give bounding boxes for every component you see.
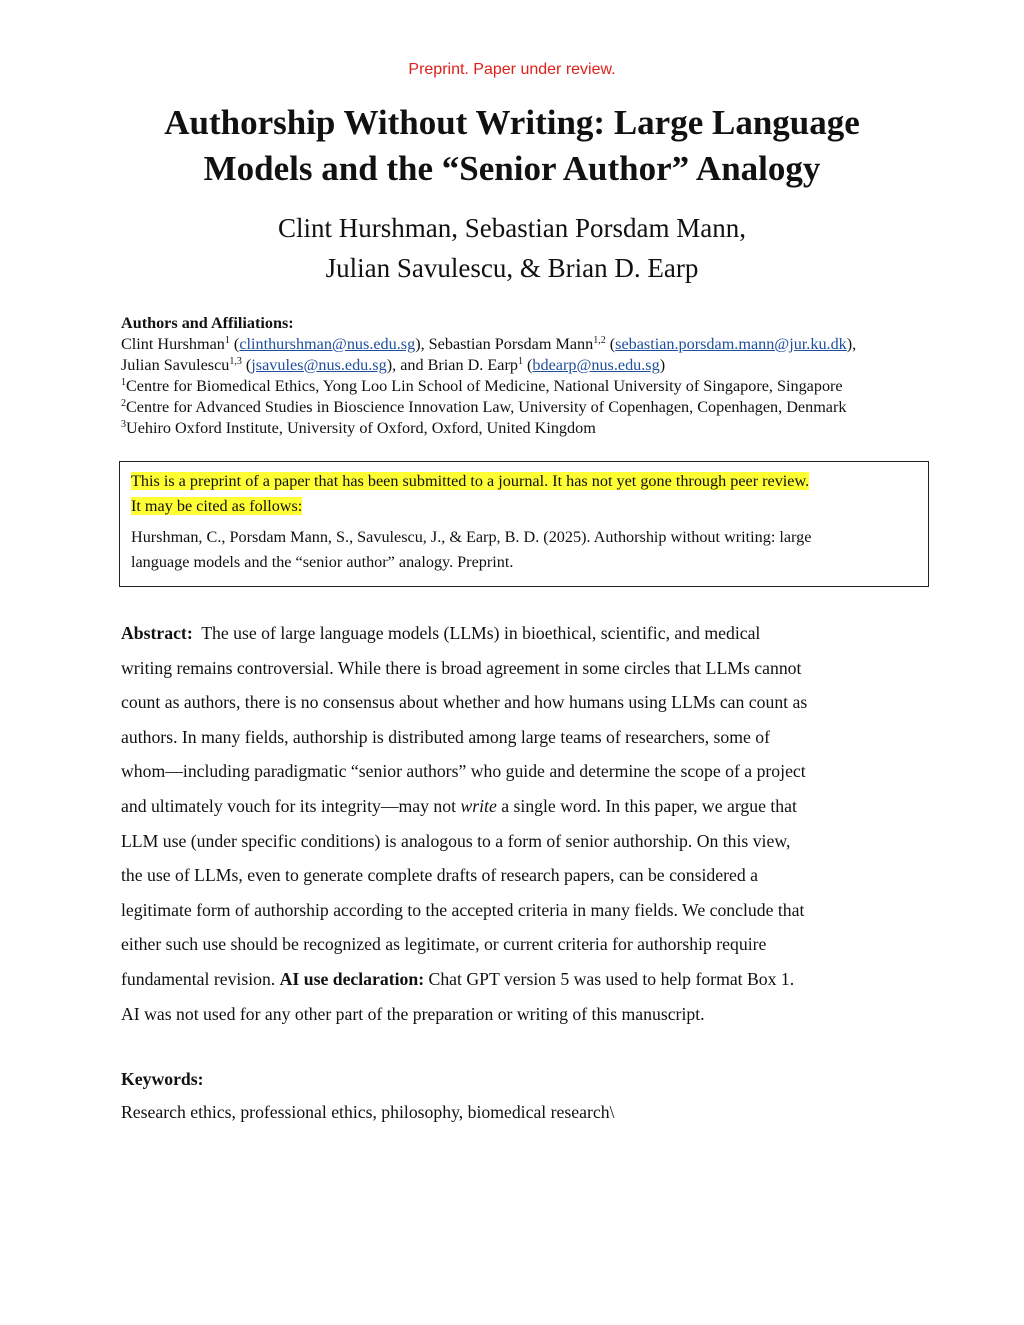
abstract-line xyxy=(121,789,921,824)
citation-box xyxy=(119,461,929,587)
affiliation-sup: 1,2 xyxy=(593,335,606,346)
affiliations-authors-line-1: Clint Hurshman$^1$ (clinthurshman@nus.edu.sg), Sebastian Porsdam Mann$^{1,2}$ (sebastian.porsdam.mann@jur.ku.dk), xyxy=(121,335,857,353)
affiliation-sup: 1,3 xyxy=(229,356,242,367)
institution-text: Centre for Biomedical Ethics, Yong Loo Lin School of Medicine, National University of Singapore, Singapore xyxy=(126,377,843,395)
abstract-line: legitimate form of authorship according to the accepted criteria in many fields. We conclude that xyxy=(121,899,805,920)
author-name: Clint Hurshman xyxy=(121,335,225,353)
abstract-line: whom—including paradigmatic “senior authors” who guide and determine the scope of a project xyxy=(121,761,806,782)
citation-line-1: Hurshman, C., Porsdam Mann, S., Savulescu, J., & Earp, B. D. (2025). Authorship without writing: large xyxy=(131,528,812,546)
affiliations-section xyxy=(121,313,971,439)
abstract-line xyxy=(121,616,921,651)
citation-line-2: language models and the “senior author” analogy. Preprint. xyxy=(131,553,514,571)
abstract-text: The use of large language models (LLMs) in bioethical, scientific, and medical xyxy=(201,623,761,643)
author-name: Julian Savulescu xyxy=(121,356,230,374)
email-link-porsdam-mann[interactable]: sebastian.porsdam.mann@jur.ku.dk xyxy=(615,335,847,353)
author-name: Sebastian Porsdam Mann xyxy=(428,335,594,353)
institution-text: Uehiro Oxford Institute, University of Oxford, Oxford, United Kingdom xyxy=(126,419,596,437)
abstract-line xyxy=(121,962,921,997)
abstract-line: the use of LLMs, even to generate complete drafts of research papers, can be considered a xyxy=(121,865,758,886)
abstract-text: Chat GPT version 5 was used to help format Box 1. xyxy=(428,968,795,989)
affiliations-heading: Authors and Affiliations: xyxy=(121,314,294,332)
affiliation-sup: 1 xyxy=(517,356,523,367)
institution-sup: 1 xyxy=(121,377,126,388)
paper-title xyxy=(120,100,904,192)
citation-reference xyxy=(131,525,918,575)
abstract-line: writing remains controversial. While there is broad agreement in some circles that LLMs cannot xyxy=(121,657,802,678)
abstract-text: a single word. In this paper, we argue that xyxy=(501,795,797,816)
abstract-line: count as authors, there is no consensus about whether and how humans using LLMs can count as xyxy=(121,692,808,713)
author-list xyxy=(120,208,904,288)
abstract-label: Abstract: xyxy=(121,623,193,643)
institution-sup: 2 xyxy=(121,398,126,409)
preprint-notice-line-2 xyxy=(131,494,918,519)
email-link-savulescu[interactable]: jsavules@nus.edu.sg xyxy=(251,356,387,374)
email-link-hurshman[interactable]: clinthurshman@nus.edu.sg xyxy=(239,335,416,353)
abstract-line: authors. In many fields, authorship is distributed among large teams of researchers, some of xyxy=(121,726,771,747)
preprint-note: Preprint. Paper under review. xyxy=(408,61,616,78)
institution-sup: 3 xyxy=(121,419,126,430)
title-line-2: Models and the “Senior Author” Analogy xyxy=(203,149,821,188)
keywords-text: Research ethics, professional ethics, philosophy, biomedical research\ xyxy=(121,1102,615,1122)
authors-line-2: Julian Savulescu, & Brian D. Earp xyxy=(325,253,699,283)
author-name: and Brian D. Earp xyxy=(400,356,518,374)
institution-text: Centre for Advanced Studies in Bioscience Innovation Law, University of Copenhagen, Copenhagen, Denmark xyxy=(126,398,847,416)
institution-2 xyxy=(121,397,971,418)
abstract-line: LLM use (under specific conditions) is analogous to a form of senior authorship. On this view, xyxy=(121,830,791,851)
institution-3 xyxy=(121,418,971,439)
abstract-section xyxy=(121,616,921,1031)
emphasis-write: write xyxy=(460,795,497,816)
abstract-text: fundamental revision. xyxy=(121,968,276,989)
abstract-line: AI was not used for any other part of the preparation or writing of this manuscript. xyxy=(121,1003,705,1024)
highlighted-text: This is a preprint of a paper that has been submitted to a journal. It has not yet gone through peer review. xyxy=(131,472,810,490)
authors-line-1: Clint Hurshman, Sebastian Porsdam Mann, xyxy=(278,213,746,243)
email-link-earp[interactable]: bdearp@nus.edu.sg xyxy=(532,356,660,374)
preprint-notice-line-1 xyxy=(131,469,918,494)
highlighted-text: It may be cited as follows: xyxy=(131,497,303,515)
abstract-line: either such use should be recognized as legitimate, or current criteria for authorship require xyxy=(121,934,767,955)
keywords-heading: Keywords: xyxy=(121,1069,204,1089)
abstract-text: and ultimately vouch for its integrity—may not xyxy=(121,795,457,816)
ai-declaration-label: AI use declaration: xyxy=(279,968,425,989)
title-line-1: Authorship Without Writing: Large Language xyxy=(164,103,860,142)
institution-1 xyxy=(121,376,971,397)
affiliations-authors-line-2: Julian Savulescu$^{1,3}$ (jsavules@nus.edu.sg), and Brian D. Earp$^1$ (bdearp@nus.edu.sg) xyxy=(121,356,666,374)
affiliation-sup: 1 xyxy=(224,335,230,346)
